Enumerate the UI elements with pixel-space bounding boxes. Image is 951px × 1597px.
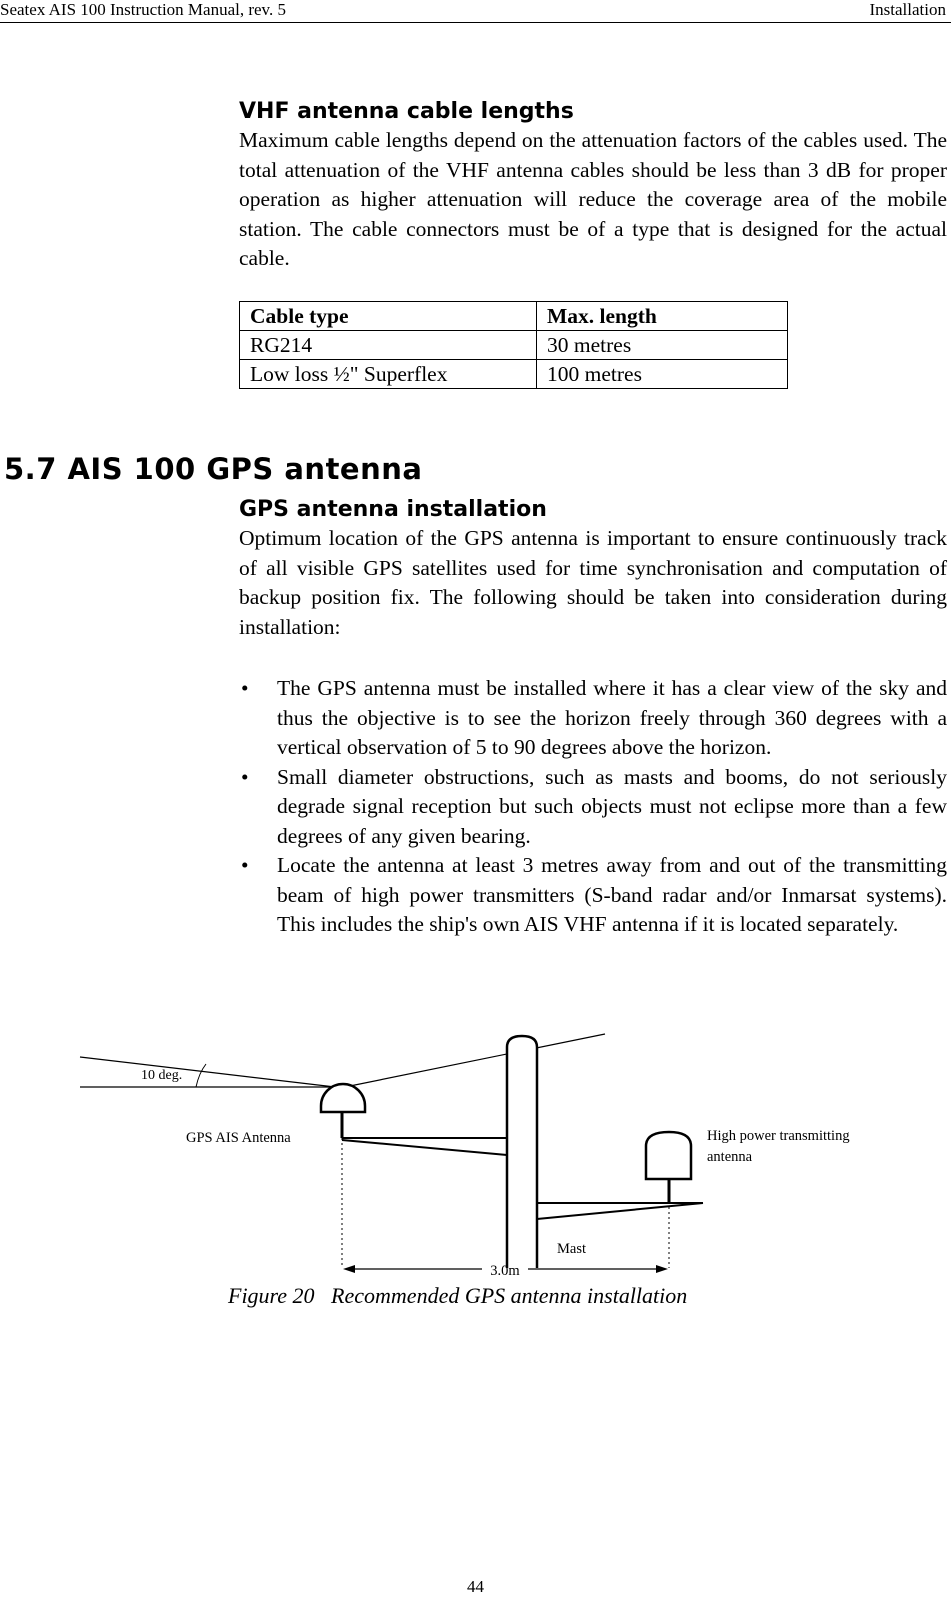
table-header-row [240, 302, 788, 331]
cable-length-table [239, 301, 788, 389]
list-item-text: The GPS antenna must be installed where it has a clear view of the sky and thus the objective is to see the horizon freely through 360 degrees with a vertical observation of 5 to 90 degrees above the horizon. [277, 676, 947, 759]
mast-label: Mast [557, 1241, 586, 1257]
section-title: 5.7 AIS 100 GPS antenna [4, 452, 423, 486]
vhf-heading: VHF antenna cable lengths [239, 99, 574, 124]
hp-antenna-radome [646, 1132, 691, 1179]
figure-caption: Figure 20 Recommended GPS antenna installation [228, 1283, 688, 1308]
gps-bullet-list [239, 674, 947, 940]
vhf-section [239, 98, 947, 274]
list-item-text: Small diameter obstructions, such as masts and booms, do not seriously degrade signal reception but such objects must not eclipse more than a few degrees of any given bearing. [277, 764, 947, 848]
gps-antenna-label: GPS AIS Antenna [186, 1130, 291, 1146]
mast [507, 1036, 537, 1268]
header-manual-title: Seatex AIS 100 Instruction Manual, rev. 5 [0, 0, 286, 19]
view-cone-left-line [80, 1057, 335, 1087]
hp-antenna-label-line1: High power transmitting [707, 1128, 850, 1144]
view-cone-right-line [345, 1034, 605, 1087]
table-row [240, 331, 788, 360]
distance-arrow-right-head [656, 1265, 668, 1273]
gps-antenna-dome [321, 1084, 365, 1112]
list-item-text: Locate the antenna at least 3 metres away from and out of the transmitting beam of high power transmitters (S-band radar and/or Inmarsat systems). This includes the ship's own AIS VHF antenna if it is located separately. [277, 853, 947, 936]
bullet-icon: • [241, 853, 249, 877]
angle-label: 10 deg. [141, 1068, 183, 1083]
gps-heading: GPS antenna installation [239, 497, 547, 522]
page-header [0, 0, 951, 23]
hp-antenna-label-line2: antenna [707, 1149, 753, 1165]
table-cell: Low loss ½" Superflex [240, 360, 537, 389]
list-item [239, 851, 947, 940]
vhf-paragraph: Maximum cable lengths depend on the attenuation factors of the cables used. The total attenuation of the VHF antenna cables should be less than 3 dB for proper operation as higher attenuation will reduce the coverage area of the mobile station. The cable connectors must be of a type that is designed for the actual cable. [239, 128, 947, 270]
bullet-icon: • [241, 676, 249, 700]
list-item [239, 674, 947, 763]
table-row [240, 360, 788, 389]
gps-section [239, 496, 947, 642]
gps-boom-brace [342, 1140, 507, 1155]
table-header-cell: Cable type [240, 302, 537, 331]
gps-installation-diagram [0, 1020, 951, 1280]
page-number: 44 [467, 1577, 484, 1596]
distance-label: 3.0m [490, 1263, 520, 1279]
table-cell: RG214 [240, 331, 537, 360]
distance-arrow-left-head [343, 1265, 355, 1273]
table-cell: 100 metres [537, 360, 788, 389]
header-chapter: Installation [869, 0, 946, 19]
angle-arc [196, 1064, 206, 1087]
hp-boom-brace [537, 1203, 703, 1219]
table-cell: 30 metres [537, 331, 788, 360]
gps-paragraph: Optimum location of the GPS antenna is important to ensure continuously track of all visible GPS satellites used for time synchronisation and computation of backup position fix. The following should be taken into consideration during installation: [239, 526, 947, 639]
bullet-icon: • [241, 764, 249, 789]
list-item [239, 763, 947, 852]
table-header-cell: Max. length [537, 302, 788, 331]
